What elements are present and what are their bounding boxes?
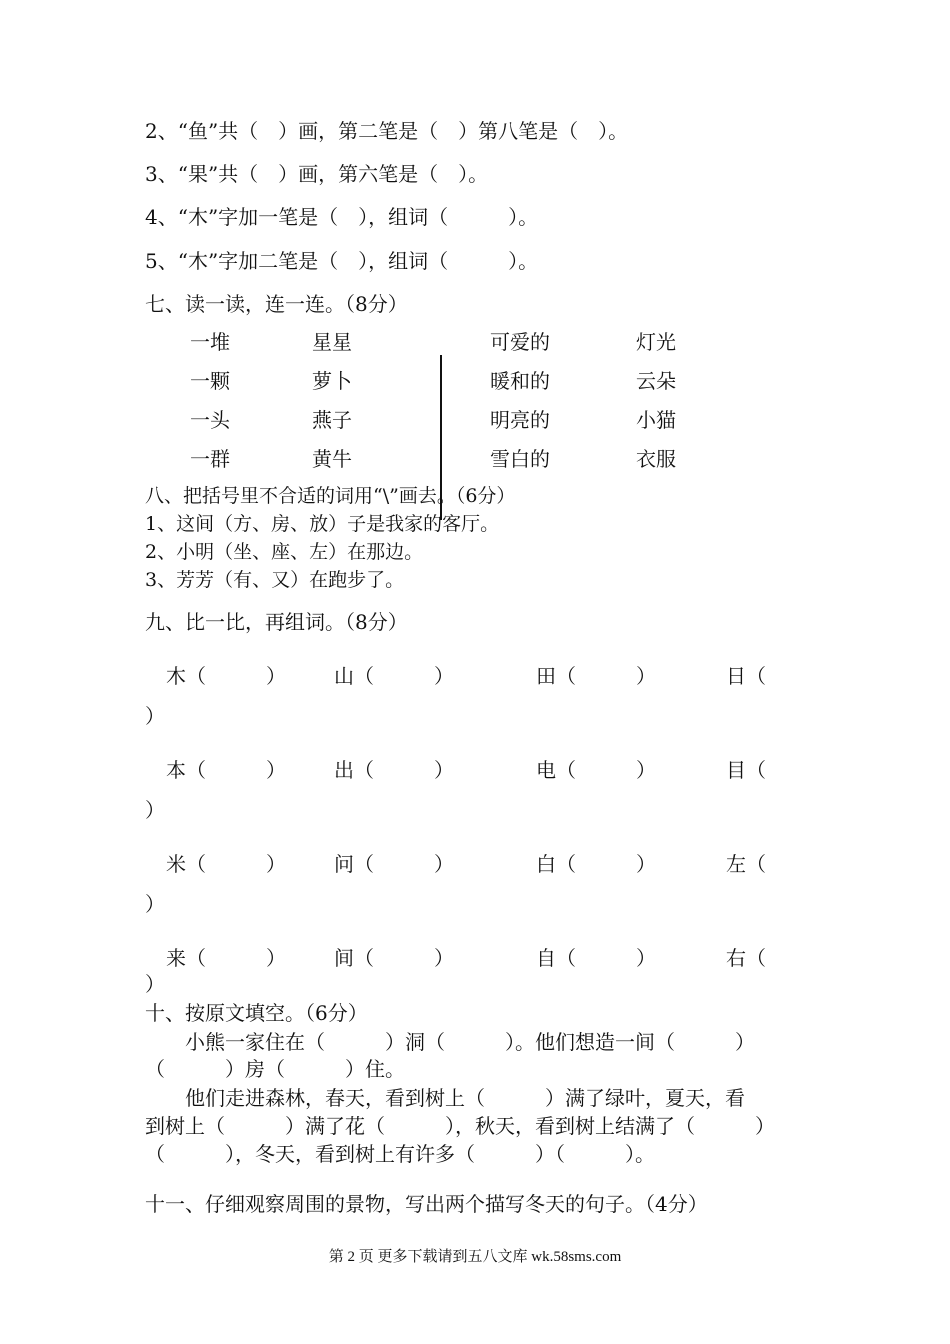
word-col1: 一堆 [190, 330, 230, 354]
page-footer: 第 2 页 更多下载请到五八文库 wk.58sms.com [328, 1249, 622, 1265]
word-col3: 可爱的 [490, 330, 550, 354]
word-col2: 萝卜 [312, 369, 352, 393]
section-10-line: （ ）房（ ）住。 [145, 1057, 405, 1081]
compare-item: 自（ ） [536, 946, 656, 970]
compare-item: 左（ [726, 852, 766, 876]
compare-item: 间（ ） [334, 946, 454, 970]
compare-item: 米（ ） [166, 852, 286, 876]
q6-line-2: 2、“鱼”共（ ）画，第二笔是（ ）第八笔是（ ）。 [145, 119, 629, 143]
section-10-title: 十、按原文填空。（6分） [145, 1001, 368, 1025]
word-col4: 灯光 [636, 330, 676, 354]
compare-item: 出（ ） [334, 758, 454, 782]
word-col1: 一群 [190, 447, 230, 471]
section-8-item: 1、这间（方、房、放）子是我家的客厅。 [145, 513, 500, 535]
section-8-item: 2、小明（坐、座、左）在那边。 [145, 541, 424, 563]
compare-item: 白（ ） [536, 852, 656, 876]
section-9-title: 九、比一比，再组词。（8分） [145, 610, 408, 634]
compare-item: 本（ ） [166, 758, 286, 782]
compare-close: ） [145, 892, 165, 916]
compare-item: 电（ ） [536, 758, 656, 782]
compare-item: 问（ ） [334, 852, 454, 876]
section-7-title: 七、读一读，连一连。（8分） [145, 292, 408, 316]
section-11-title: 十一、仔细观察周围的景物，写出两个描写冬天的句子。（4分） [145, 1192, 708, 1216]
section-10-line: 小熊一家住在（ ）洞（ ）。他们想造一间（ ） [145, 1030, 755, 1054]
word-col1: 一头 [190, 408, 230, 432]
word-col2: 燕子 [312, 408, 352, 432]
word-col1: 一颗 [190, 369, 230, 393]
compare-item: 木（ ） [166, 664, 286, 688]
word-col2: 黄牛 [312, 447, 352, 471]
compare-item: 来（ ） [166, 946, 286, 970]
section-8-title: 八、把括号里不合适的词用“\”画去。（6分） [145, 485, 516, 507]
compare-close: ） [145, 972, 165, 996]
q6-line-4: 4、“木”字加一笔是（ ），组词（ ）。 [145, 205, 539, 229]
compare-item: 目（ [726, 758, 766, 782]
compare-close: ） [145, 798, 165, 822]
section-10-line: 他们走进森林，春天，看到树上（ ）满了绿叶，夏天，看 [145, 1086, 745, 1110]
section-10-line: （ ），冬天，看到树上有许多（ ）（ ）。 [145, 1142, 655, 1166]
word-col4: 衣服 [636, 447, 676, 471]
compare-item: 山（ ） [334, 664, 454, 688]
word-col3: 明亮的 [490, 408, 550, 432]
q6-line-3: 3、“果”共（ ）画，第六笔是（ ）。 [145, 162, 489, 186]
section-10-line: 到树上（ ）满了花（ ），秋天，看到树上结满了（ ） [145, 1114, 775, 1138]
section-8-item: 3、芳芳（有、又）在跑步了。 [145, 569, 405, 591]
compare-item: 右（ [726, 946, 766, 970]
word-col3: 暖和的 [490, 369, 550, 393]
word-col4: 云朵 [636, 369, 676, 393]
compare-item: 日（ [726, 664, 766, 688]
compare-item: 田（ ） [536, 664, 656, 688]
compare-close: ） [145, 704, 165, 728]
word-col4: 小猫 [636, 408, 676, 432]
word-col2: 星星 [312, 330, 352, 354]
q6-line-5: 5、“木”字加二笔是（ ），组词（ ）。 [145, 249, 539, 273]
word-col3: 雪白的 [490, 447, 550, 471]
